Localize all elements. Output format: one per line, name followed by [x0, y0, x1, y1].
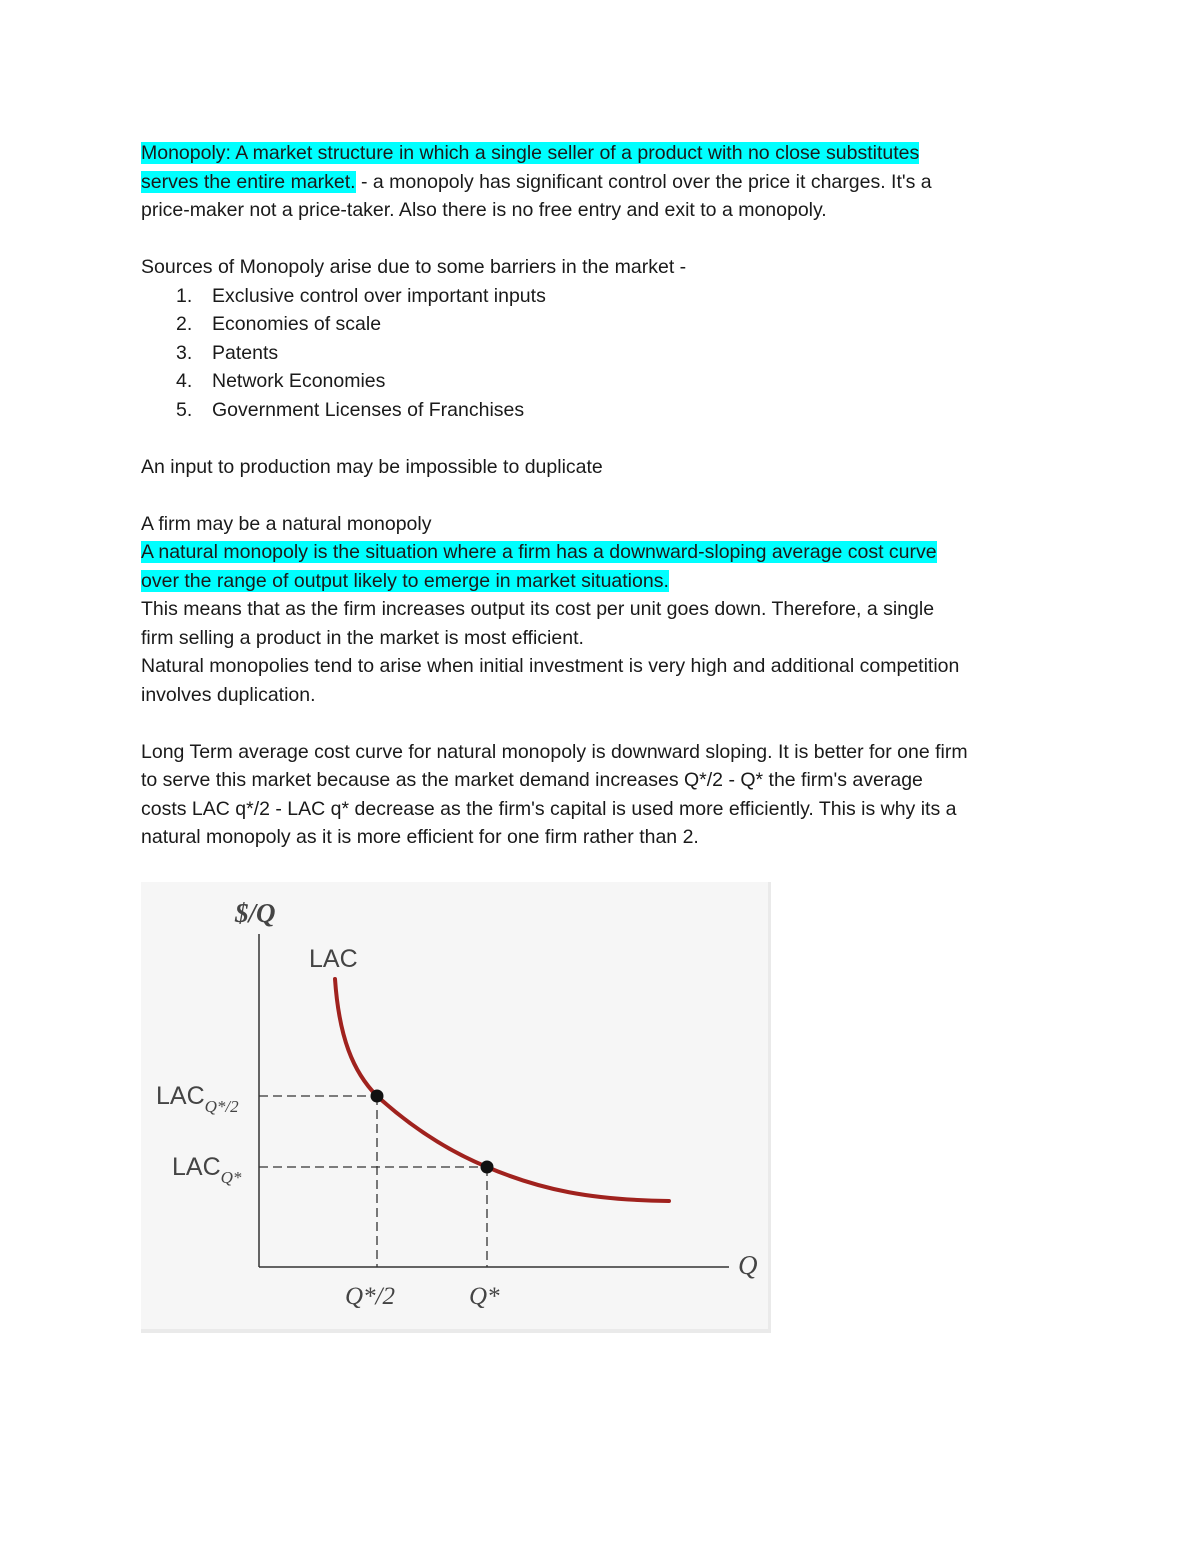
lac-half-label [156, 1082, 239, 1116]
list-item [141, 282, 1081, 311]
list-number: 4. [176, 370, 193, 392]
list-number: 3. [176, 341, 193, 364]
lac-graph [141, 882, 771, 1333]
point-q-full [481, 1161, 494, 1174]
investment-paragraph [141, 652, 1081, 709]
y-axis-label: $/Q [235, 898, 276, 928]
list-text: Economies of scale [212, 313, 382, 335]
list-number: 5. [176, 398, 193, 421]
highlight-monopoly-def-1: Monopoly: A market structure in which a single seller of a product with no close substitutes [141, 142, 920, 164]
long-term-paragraph [141, 738, 1081, 852]
list-text: Network Economies [212, 370, 386, 392]
list-text: Exclusive control over important inputs [212, 284, 546, 307]
lac-full-base: LAC [172, 1153, 221, 1181]
lac-full-label [172, 1153, 242, 1187]
sources-intro: Sources of Monopoly arise due to some barriers in the market - [141, 256, 687, 278]
list-number: 2. [176, 313, 193, 335]
list-item [141, 367, 1081, 396]
long-term-line-4: natural monopoly as it is more efficient for one firm rather than 2. [141, 826, 699, 848]
long-term-line-2: to serve this market because as the market demand increases Q*/2 - Q* the firm's average [141, 769, 923, 791]
lac-half-sub: Q*/2 [204, 1097, 239, 1116]
list-text: Government Licenses of Franchises [212, 398, 525, 421]
q-full-label: Q* [469, 1283, 500, 1310]
x-axis-label: Q [738, 1250, 758, 1280]
long-term-line-3: costs LAC q*/2 - LAC q* decrease as the firm's capital is used more efficiently. This is why its a [141, 797, 957, 820]
list-text: Patents [212, 341, 279, 364]
point-q-half [371, 1090, 384, 1103]
list-item [141, 396, 1081, 425]
long-term-line-1: Long Term average cost curve for natural monopoly is downward sloping. It is better for one firm [141, 740, 968, 763]
lac-half-base: LAC [156, 1082, 205, 1110]
lac-graph-figure [141, 882, 771, 1333]
highlight-monopoly-def-2: serves the entire market. [141, 170, 356, 193]
efficiency-line-2: firm selling a product in the market is most efficient. [141, 626, 584, 649]
monopoly-explanation-1: - a monopoly has significant control over the price it charges. It's a [355, 170, 932, 193]
list-item [141, 310, 1081, 339]
list-item [141, 339, 1081, 368]
lac-full-sub: Q* [220, 1168, 242, 1187]
highlight-natural-def-2: over the range of output likely to emerge in market situations. [141, 569, 669, 592]
natural-monopoly-definition [141, 538, 1081, 595]
efficiency-line-1: This means that as the firm increases output its cost per unit goes down. Therefore, a single [141, 598, 935, 620]
list-number: 1. [176, 284, 193, 307]
sources-list [141, 282, 1081, 425]
monopoly-explanation-2: price-maker not a price-taker. Also there is no free entry and exit to a monopoly. [141, 199, 827, 221]
investment-line-2: involves duplication. [141, 683, 316, 706]
input-line: An input to production may be impossible to duplicate [141, 455, 603, 478]
investment-line-1: Natural monopolies tend to arise when initial investment is very high and additional competition [141, 655, 960, 677]
lac-curve [335, 979, 669, 1201]
document-body [141, 139, 1081, 852]
natural-monopoly-line: A firm may be a natural monopoly [141, 512, 432, 535]
curve-label: LAC [309, 945, 358, 973]
monopoly-definition [141, 139, 1081, 225]
q-half-label: Q*/2 [345, 1283, 395, 1310]
efficiency-paragraph [141, 595, 1081, 652]
highlight-natural-def-1: A natural monopoly is the situation where a firm has a downward-sloping average cost curve [141, 541, 937, 563]
